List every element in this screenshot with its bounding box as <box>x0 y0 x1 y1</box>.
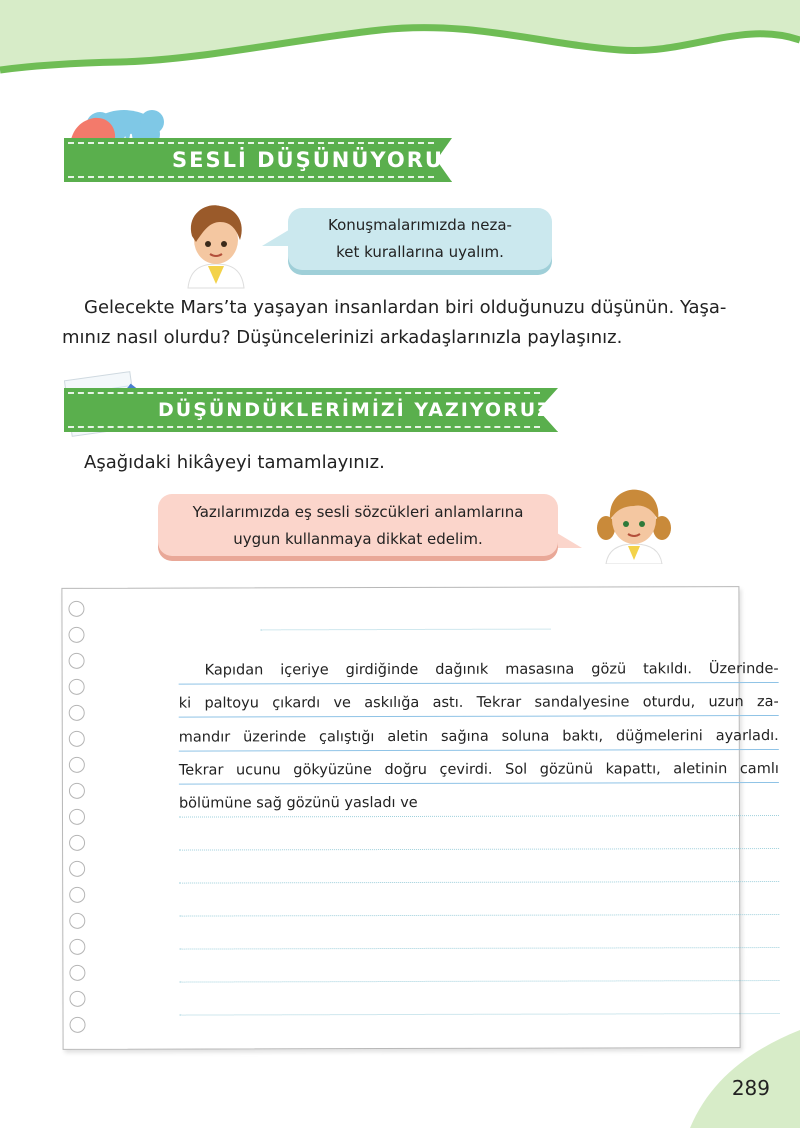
story-rule <box>179 715 779 718</box>
notebook-ring <box>69 991 85 1007</box>
notebook-ring <box>69 965 85 981</box>
story-line-2: ki paltoyu çıkardı ve askılığa astı. Tekrar sandalyesine oturdu, uzun za- <box>178 694 779 712</box>
story-title-rule <box>261 629 551 631</box>
writing-line[interactable] <box>179 815 779 818</box>
writing-line[interactable] <box>179 848 779 851</box>
writing-instruction: Aşağıdaki hikâyeyi tamamlayınız. <box>84 452 385 473</box>
story-line-3: mandır üzerinde çalıştığı aletin sağına soluna baktı, düğmelerini ayarladı. <box>178 728 779 746</box>
notebook-ring <box>68 627 84 643</box>
writing-line[interactable] <box>179 947 779 950</box>
notebook-ring <box>69 913 85 929</box>
story-rule <box>179 782 779 785</box>
speaking-title: SESLİ DÜŞÜNÜYORUZ <box>172 148 462 172</box>
speaking-tip-line-1: Konuşmalarımızda neza- <box>328 216 512 234</box>
notebook-ring <box>69 809 85 825</box>
notebook-ring <box>69 861 85 877</box>
girl-character-illustration <box>592 480 676 564</box>
notebook-ring <box>69 887 85 903</box>
notebook-ring <box>69 939 85 955</box>
speaking-prompt-line-1: Gelecekte Mars’ta yaşayan insanlardan biri olduğunuzu düşünün. Yaşa- <box>84 297 727 318</box>
notebook-ring <box>69 757 85 773</box>
notebook-ring <box>70 1017 86 1033</box>
notebook-ring <box>69 835 85 851</box>
writing-tip-bubble <box>158 494 558 556</box>
boy-character-illustration <box>180 200 252 296</box>
writing-title: DÜŞÜNDÜKLERİMİZİ YAZIYORUZ <box>158 399 553 421</box>
writing-line[interactable] <box>179 914 779 917</box>
story-rule <box>179 749 779 752</box>
speaking-prompt-line-2: mınız nasıl olurdu? Düşüncelerinizi arkadaşlarınızla paylaşınız. <box>62 327 623 348</box>
speaking-tip-bubble <box>288 208 552 270</box>
notebook-ring <box>69 679 85 695</box>
story-rule <box>179 682 779 685</box>
notebook-ring <box>68 601 84 617</box>
story-line-1: Kapıdan içeriye girdiğinde dağınık masasına gözü takıldı. Üzerinde- <box>204 661 779 679</box>
notebook-ring <box>69 731 85 747</box>
story-line-5: bölümüne sağ gözünü yasladı ve <box>178 794 418 812</box>
notebook-ring <box>69 653 85 669</box>
notebook-ring <box>69 705 85 721</box>
writing-tip-line-1: Yazılarımızda eş sesli sözcükleri anlamlarına <box>192 503 524 521</box>
top-wave-decoration <box>0 0 800 90</box>
writing-tip-line-2: uygun kullanmaya dikkat edelim. <box>233 530 483 548</box>
writing-line[interactable] <box>180 1013 780 1016</box>
writing-line[interactable] <box>179 980 779 983</box>
page-number: 289 <box>731 1076 770 1100</box>
writing-line[interactable] <box>179 881 779 884</box>
story-line-4: Tekrar ucunu gökyüzüne doğru çevirdi. Sol gözünü kapattı, aletinin camlı <box>178 761 779 779</box>
speaking-tip-line-2: ket kurallarına uyalım. <box>336 243 504 261</box>
notebook-ring <box>69 783 85 799</box>
story-notebook <box>61 586 779 1050</box>
